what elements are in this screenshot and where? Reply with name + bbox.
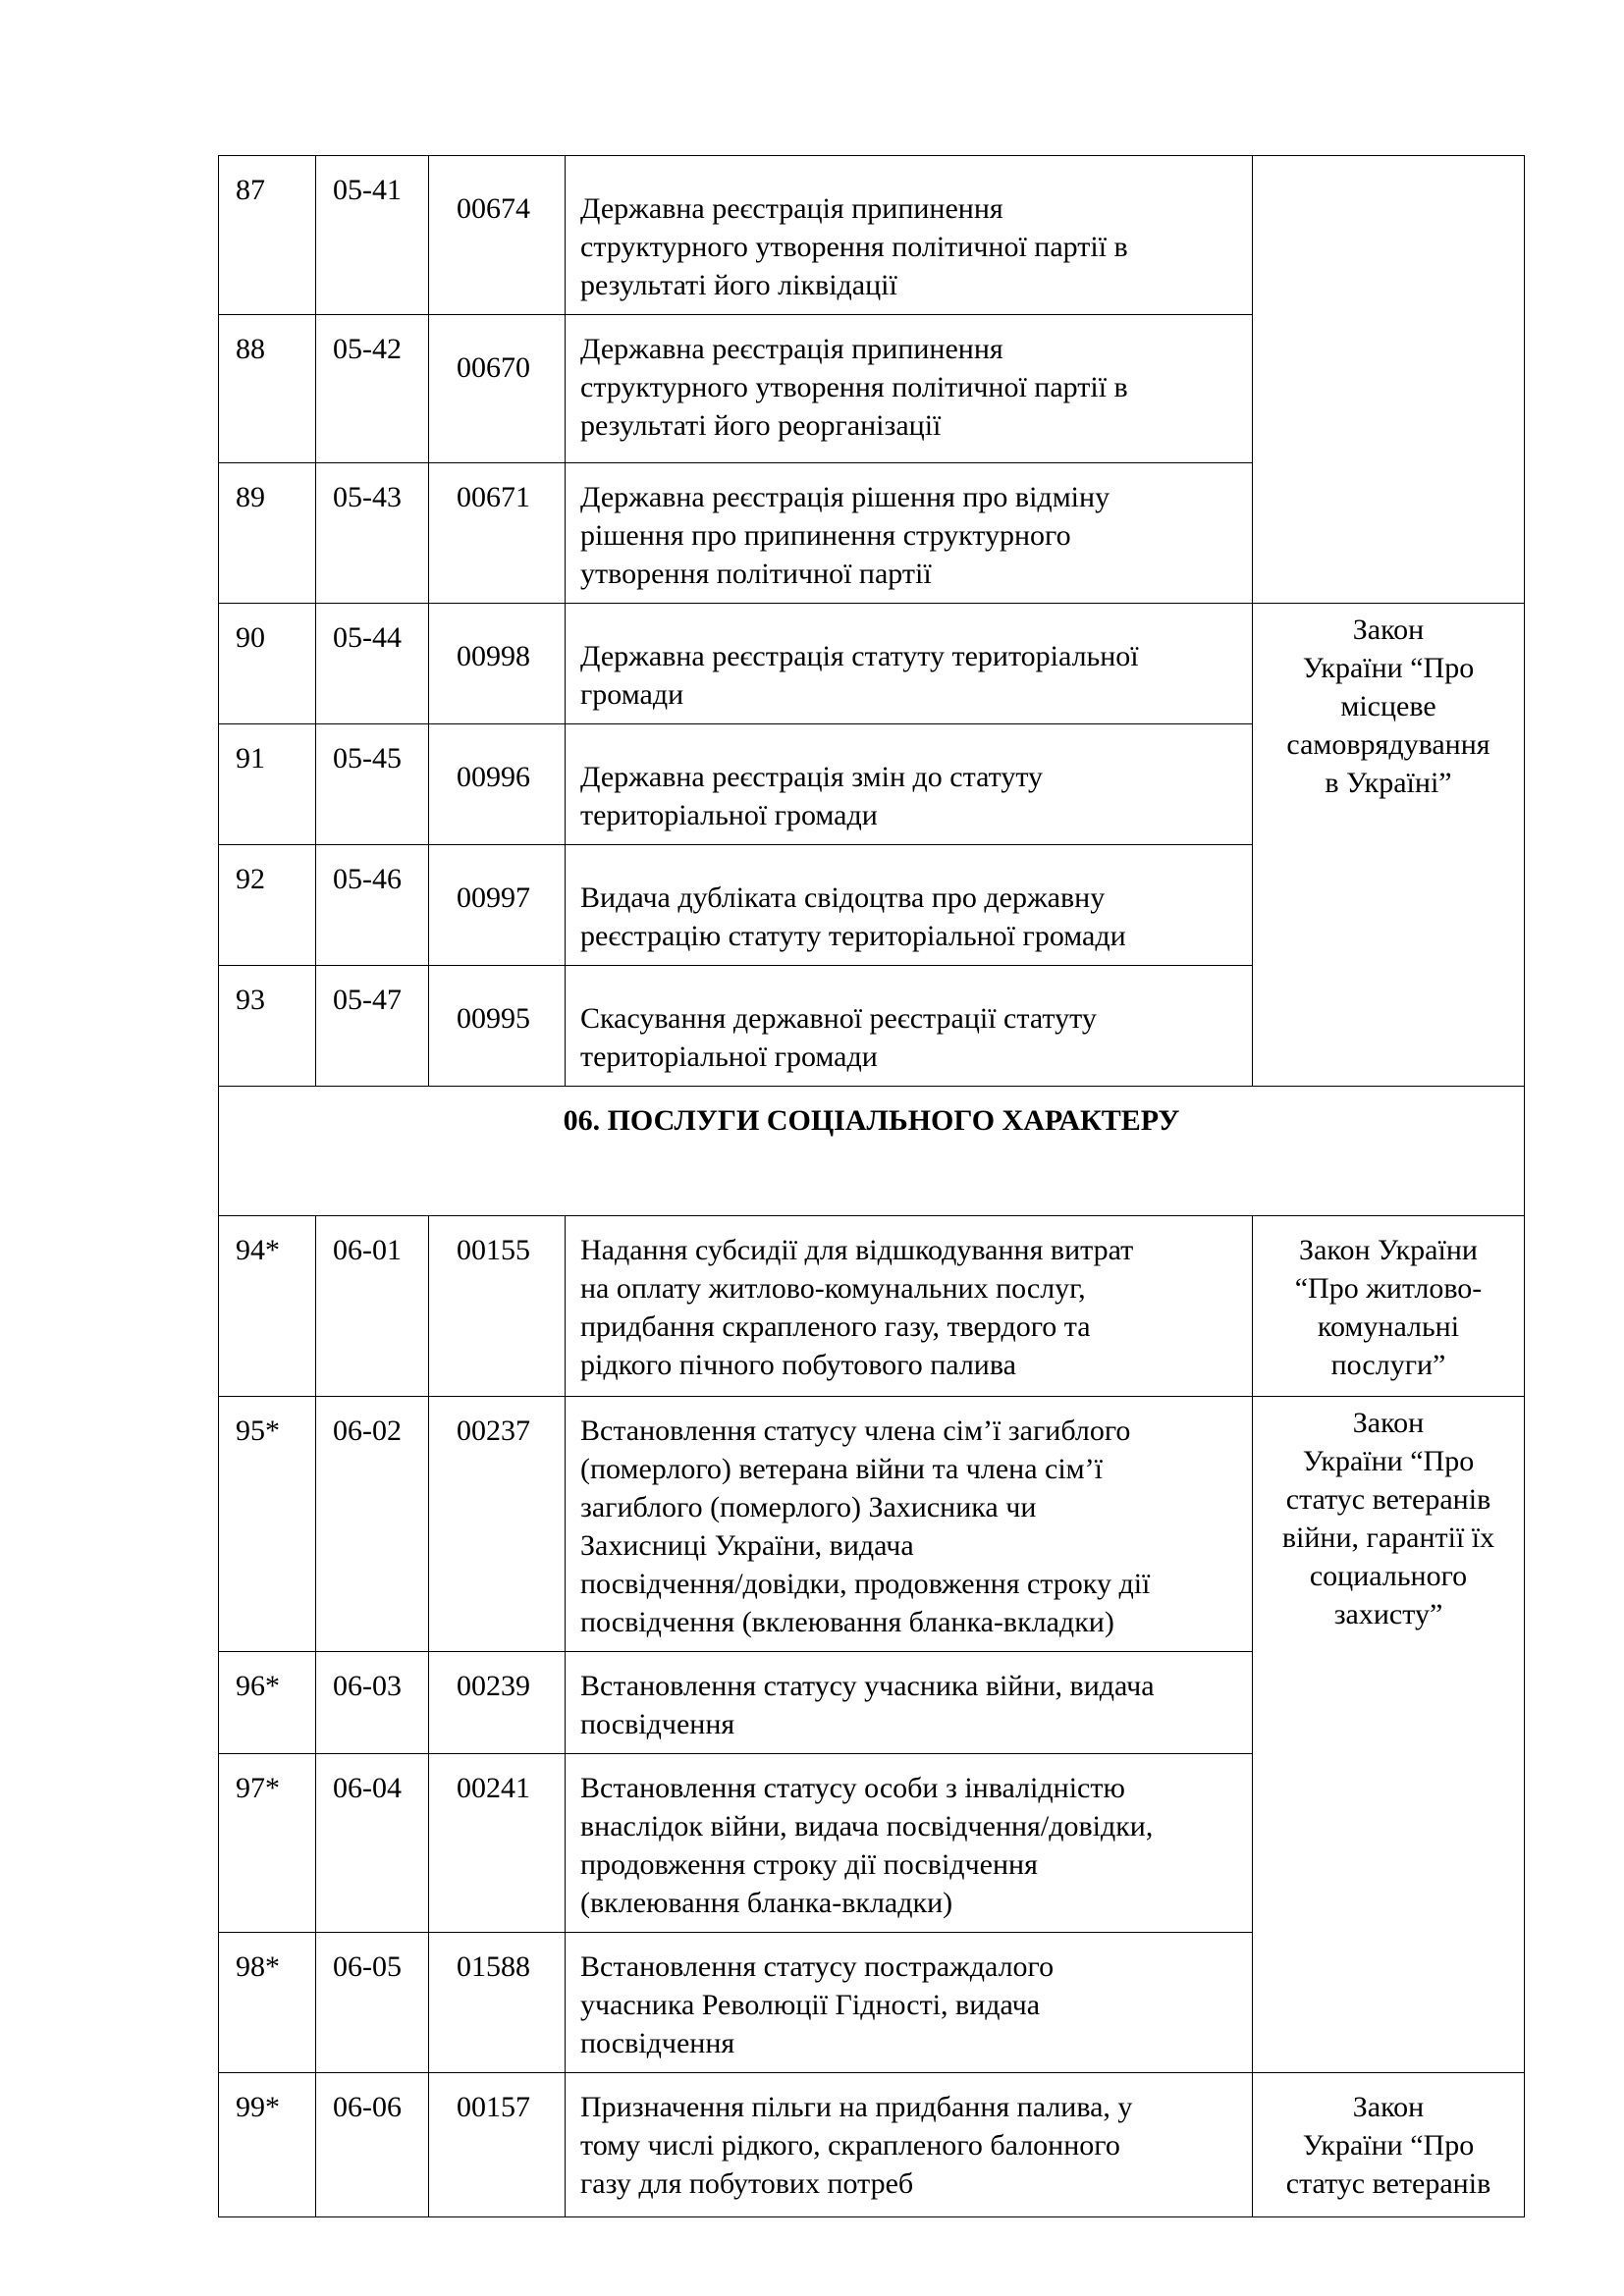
- service-name-line: Надання субсидії для відшкодування витрат: [580, 1234, 1134, 1266]
- service-name-line: рідкого пічного побутового палива: [580, 1349, 1016, 1381]
- table-row: [219, 604, 1525, 724]
- row-number: 91: [219, 724, 316, 845]
- section-row: [219, 1087, 1525, 1216]
- service-name-line: структурного утворення політичної партії в: [580, 231, 1128, 263]
- law-line: социального: [1309, 1560, 1468, 1592]
- section-title: 06. ПОСЛУГИ СОЦІАЛЬНОГО ХАРАКТЕРУ: [219, 1087, 1525, 1216]
- law-line: місцеве: [1340, 690, 1436, 722]
- service-id: 00241: [429, 1754, 566, 1933]
- service-name: [566, 1933, 1253, 2073]
- service-name-line: Державна реєстрація статуту територіальної: [580, 640, 1139, 672]
- law-reference: [1253, 2073, 1525, 2217]
- service-id: 00237: [429, 1397, 566, 1652]
- row-code: 05-47: [316, 966, 429, 1087]
- law-line: самоврядування: [1286, 728, 1490, 761]
- law-line: захисту”: [1333, 1598, 1443, 1630]
- service-name-line: результаті його ліквідації: [580, 269, 897, 301]
- service-name: [566, 463, 1253, 604]
- service-name-line: Державна реєстрація припинення: [580, 192, 1003, 225]
- row-number: 94*: [219, 1216, 316, 1397]
- table-row: [219, 1216, 1525, 1397]
- row-number: 92: [219, 845, 316, 966]
- law-line: України “Про: [1302, 1445, 1475, 1477]
- service-name-line: Захисниці України, видача: [580, 1529, 914, 1562]
- row-code: 06-03: [316, 1652, 429, 1754]
- law-line: статус ветеранів: [1285, 2167, 1491, 2200]
- row-code: 05-45: [316, 724, 429, 845]
- row-number: 90: [219, 604, 316, 724]
- service-name-line: Встановлення статусу члена сім’ї загиблого: [580, 1415, 1131, 1447]
- table-row: [219, 2073, 1525, 2217]
- service-name-line: посвідчення: [580, 1708, 735, 1740]
- service-name-line: Встановлення статусу особи з інвалідністю: [580, 1772, 1125, 1804]
- service-id: 00239: [429, 1652, 566, 1754]
- service-name: [566, 724, 1253, 845]
- service-name-line: структурного утворення політичної партії в: [580, 371, 1128, 403]
- row-code: 05-46: [316, 845, 429, 966]
- service-name: [566, 1754, 1253, 1933]
- service-id: 01588: [429, 1933, 566, 2073]
- law-reference: [1253, 1397, 1525, 2073]
- service-name-line: внаслідок війни, видача посвідчення/довідки,: [580, 1810, 1154, 1842]
- service-name: [566, 604, 1253, 724]
- law-line: України “Про: [1302, 2129, 1475, 2162]
- service-name: [566, 1397, 1253, 1652]
- service-name-line: на оплату житлово-комунальних послуг,: [580, 1272, 1086, 1305]
- service-name-line: тому числі рідкого, скрапленого балонного: [580, 2129, 1120, 2162]
- service-name-line: посвідчення: [580, 2027, 735, 2059]
- service-name-line: газу для побутових потреб: [580, 2167, 914, 2200]
- row-number: 98*: [219, 1933, 316, 2073]
- service-name-line: придбання скрапленого газу, твердого та: [580, 1310, 1091, 1343]
- row-number: 93: [219, 966, 316, 1087]
- service-name: [566, 315, 1253, 463]
- service-name-line: громади: [580, 678, 684, 711]
- law-line: Закон: [1352, 614, 1425, 646]
- row-code: 05-43: [316, 463, 429, 604]
- service-name-line: продовження строку дії посвідчення: [580, 1848, 1038, 1881]
- service-name-line: Державна реєстрація припинення: [580, 333, 1003, 365]
- service-id: 00157: [429, 2073, 566, 2217]
- service-id: 00671: [429, 463, 566, 604]
- service-name: [566, 1652, 1253, 1754]
- law-line: України “Про: [1302, 652, 1475, 684]
- service-name: [566, 845, 1253, 966]
- row-number: 99*: [219, 2073, 316, 2217]
- service-id: 00997: [429, 845, 566, 966]
- row-code: 05-41: [316, 156, 429, 315]
- row-number: 87: [219, 156, 316, 315]
- table-row: [219, 1397, 1525, 1652]
- law-line: Закон України: [1299, 1234, 1478, 1266]
- service-name-line: Встановлення статусу постраждалого: [580, 1950, 1055, 1983]
- service-name-line: Призначення пільги на придбання палива, у: [580, 2091, 1133, 2123]
- law-line: в Україні”: [1325, 767, 1452, 799]
- law-line: Закон: [1352, 1407, 1425, 1439]
- law-line: Закон: [1352, 2091, 1425, 2123]
- service-name-line: Державна реєстрація змін до статуту: [580, 761, 1044, 793]
- table-row: [219, 156, 1525, 315]
- row-number: 88: [219, 315, 316, 463]
- service-name-line: посвідчення (вклеювання бланка-вкладки): [580, 1606, 1114, 1638]
- service-name-line: учасника Революції Гідності, видача: [580, 1989, 1041, 2021]
- row-code: 05-44: [316, 604, 429, 724]
- row-number: 95*: [219, 1397, 316, 1652]
- law-cell-empty: [1253, 156, 1525, 604]
- law-line: статус ветеранів: [1285, 1483, 1491, 1516]
- service-name-line: (померлого) ветерана війни та члена сім’ї: [580, 1453, 1103, 1485]
- row-code: 06-06: [316, 2073, 429, 2217]
- service-name-line: Державна реєстрація рішення про відміну: [580, 481, 1110, 513]
- law-reference: [1253, 1216, 1525, 1397]
- service-name-line: Скасування державної реєстрації статуту: [580, 1002, 1097, 1035]
- service-id: 00670: [429, 315, 566, 463]
- row-code: 06-01: [316, 1216, 429, 1397]
- service-id: 00995: [429, 966, 566, 1087]
- service-name-line: рішення про припинення структурного: [580, 519, 1071, 552]
- law-line: послуги”: [1330, 1349, 1446, 1381]
- row-code: 06-05: [316, 1933, 429, 2073]
- service-name-line: результаті його реорганізації: [580, 409, 942, 442]
- row-code: 06-04: [316, 1754, 429, 1933]
- service-name: [566, 966, 1253, 1087]
- service-name-line: загиблого (померлого) Захисника чи: [580, 1491, 1037, 1523]
- service-id: 00996: [429, 724, 566, 845]
- service-name-line: Видача дубліката свідоцтва про державну: [580, 881, 1106, 914]
- service-name-line: утворення політичної партії: [580, 558, 932, 590]
- service-name-line: посвідчення/довідки, продовження строку дії: [580, 1568, 1151, 1600]
- service-name-line: територіальної громади: [580, 799, 878, 831]
- law-line: комунальні: [1317, 1310, 1460, 1343]
- service-name-line: реєстрацію статуту територіальної громади: [580, 920, 1126, 952]
- service-id: 00674: [429, 156, 566, 315]
- service-name-line: (вклеювання бланка-вкладки): [580, 1887, 953, 1919]
- row-code: 05-42: [316, 315, 429, 463]
- row-number: 97*: [219, 1754, 316, 1933]
- services-table: [218, 155, 1525, 2217]
- service-id: 00155: [429, 1216, 566, 1397]
- row-number: 89: [219, 463, 316, 604]
- law-line: війни, гарантії їх: [1281, 1522, 1495, 1554]
- row-code: 06-02: [316, 1397, 429, 1652]
- service-name-line: територіальної громади: [580, 1041, 878, 1073]
- law-line: “Про житлово-: [1294, 1272, 1483, 1305]
- row-number: 96*: [219, 1652, 316, 1754]
- service-name: [566, 156, 1253, 315]
- service-name-line: Встановлення статусу учасника війни, видача: [580, 1670, 1155, 1702]
- service-name: [566, 1216, 1253, 1397]
- service-id: 00998: [429, 604, 566, 724]
- law-reference: [1253, 604, 1525, 1087]
- service-name: [566, 2073, 1253, 2217]
